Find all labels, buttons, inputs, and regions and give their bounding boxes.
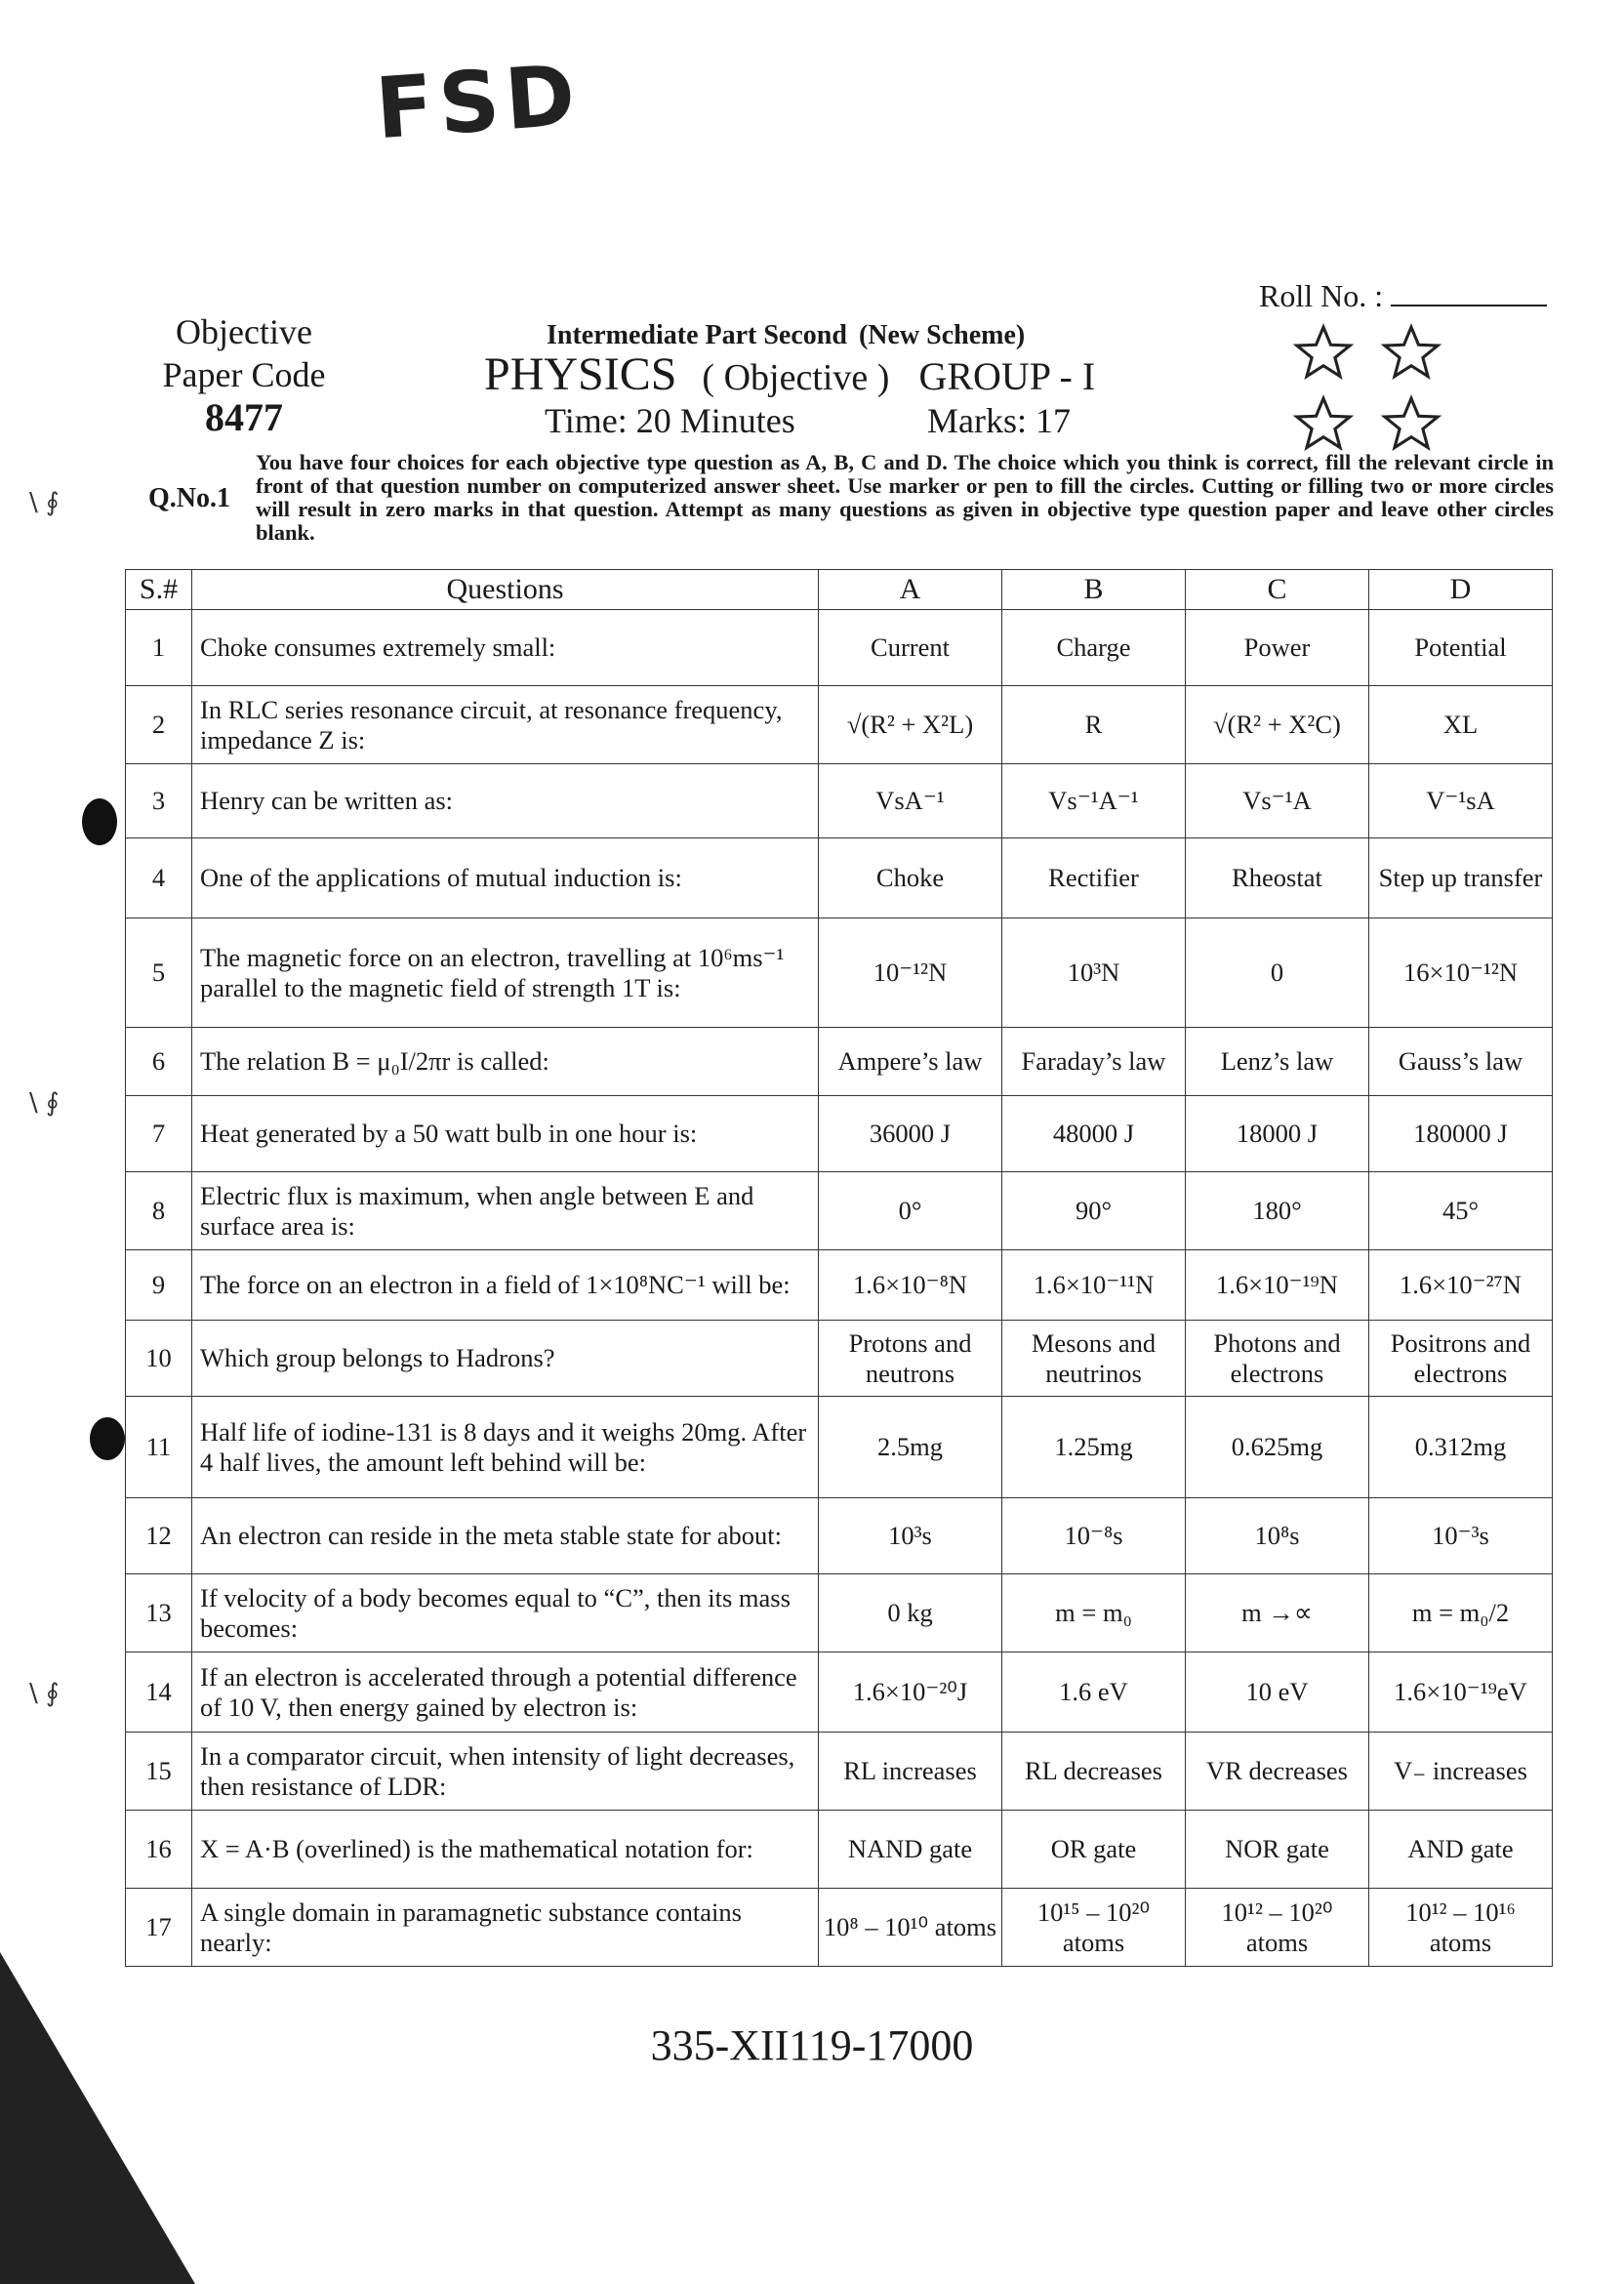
- option-b: m = m₀: [1002, 1574, 1186, 1652]
- row-number: 17: [126, 1889, 192, 1967]
- table-row: [126, 686, 1553, 764]
- option-b: 48000 J: [1002, 1096, 1186, 1172]
- question-text: The magnetic force on an electron, travelling at 10⁶ms⁻¹ parallel to the magnetic field of strength 1T is:: [192, 918, 819, 1028]
- option-a: 36000 J: [819, 1096, 1002, 1172]
- option-a: 10⁸ – 10¹⁰ atoms: [819, 1889, 1002, 1967]
- instructions: You have four choices for each objective type question as A, B, C and D. The choice which you think is correct, fill the relevant circle in front of that question number on computerized answer sheet. Use marker or pen to fill the circles. Cutting or filling two or more circles will result in zero marks in that question. Attempt as many questions as given in objective type question paper and leave other circles blank.: [256, 450, 1554, 545]
- option-a: 0°: [819, 1172, 1002, 1250]
- scheme: (New Scheme): [858, 320, 1026, 350]
- question-text: An electron can reside in the meta stable state for about:: [192, 1498, 819, 1574]
- option-d: XL: [1369, 686, 1553, 764]
- table-row: [126, 1250, 1553, 1321]
- option-a: Current: [819, 610, 1002, 686]
- option-d: Gauss’s law: [1369, 1028, 1553, 1096]
- scan-shadow: [0, 1952, 195, 2284]
- punch-hole: [90, 1417, 125, 1460]
- subject: PHYSICS: [484, 348, 677, 400]
- roll-no: [1259, 278, 1547, 314]
- question-text: If an electron is accelerated through a potential difference of 10 V, then energy gained by electron is:: [192, 1652, 819, 1733]
- option-c: Photons and electrons: [1186, 1321, 1369, 1397]
- option-d: 10¹² – 10¹⁶ atoms: [1369, 1889, 1553, 1967]
- header-questions: Questions: [192, 570, 819, 610]
- row-number: 6: [126, 1028, 192, 1096]
- table-row: [126, 1652, 1553, 1733]
- option-d: V₋ increases: [1369, 1733, 1553, 1811]
- subject-line: [484, 347, 1095, 401]
- row-number: 16: [126, 1811, 192, 1889]
- margin-mark: \ ∮: [29, 1088, 60, 1118]
- option-c: 180°: [1186, 1172, 1369, 1250]
- option-b: 1.25mg: [1002, 1397, 1186, 1498]
- option-d: 1.6×10⁻²⁷N: [1369, 1250, 1553, 1321]
- option-c: √(R² + X²C): [1186, 686, 1369, 764]
- option-d: Positrons and electrons: [1369, 1321, 1553, 1397]
- question-text: If velocity of a body becomes equal to “C”, then its mass becomes:: [192, 1574, 819, 1652]
- option-b: R: [1002, 686, 1186, 764]
- table-row: [126, 1889, 1553, 1967]
- option-c: 10⁸s: [1186, 1498, 1369, 1574]
- row-number: 15: [126, 1733, 192, 1811]
- option-d: 45°: [1369, 1172, 1553, 1250]
- option-c: Vs⁻¹A: [1186, 764, 1369, 838]
- option-d: Potential: [1369, 610, 1553, 686]
- option-b: 10⁻⁸s: [1002, 1498, 1186, 1574]
- row-number: 2: [126, 686, 192, 764]
- questions-table: [125, 569, 1553, 1967]
- option-a: √(R² + X²L): [819, 686, 1002, 764]
- star-icon: [1293, 393, 1354, 454]
- table-row: [126, 1397, 1553, 1498]
- margin-mark: \ ∮: [29, 1679, 60, 1708]
- question-text: X = A·B (overlined) is the mathematical notation for:: [192, 1811, 819, 1889]
- row-number: 11: [126, 1397, 192, 1498]
- option-a: 1.6×10⁻⁸N: [819, 1250, 1002, 1321]
- option-b: OR gate: [1002, 1811, 1186, 1889]
- row-number: 10: [126, 1321, 192, 1397]
- row-number: 3: [126, 764, 192, 838]
- time: Time: 20 Minutes: [545, 401, 795, 440]
- row-number: 9: [126, 1250, 192, 1321]
- option-d: 180000 J: [1369, 1096, 1553, 1172]
- option-b: 10³N: [1002, 918, 1186, 1028]
- option-d: m = m₀/2: [1369, 1574, 1553, 1652]
- star-grid: [1293, 322, 1518, 465]
- option-c: NOR gate: [1186, 1811, 1369, 1889]
- marks: Marks: 17: [927, 401, 1071, 440]
- option-a: 10³s: [819, 1498, 1002, 1574]
- option-c: 0: [1186, 918, 1369, 1028]
- table-row: [126, 1498, 1553, 1574]
- paper-code-label: Paper Code: [162, 355, 326, 394]
- row-number: 1: [126, 610, 192, 686]
- table-row: [126, 1574, 1553, 1652]
- paper-code-block: [127, 310, 361, 439]
- star-icon: [1293, 322, 1354, 383]
- row-number: 7: [126, 1096, 192, 1172]
- punch-hole: [82, 798, 117, 845]
- table-row: [126, 1172, 1553, 1250]
- option-c: Rheostat: [1186, 838, 1369, 918]
- option-b: 1.6×10⁻¹¹N: [1002, 1250, 1186, 1321]
- option-a: 1.6×10⁻²⁰J: [819, 1652, 1002, 1733]
- question-text: Heat generated by a 50 watt bulb in one hour is:: [192, 1096, 819, 1172]
- row-number: 13: [126, 1574, 192, 1652]
- option-c: 18000 J: [1186, 1096, 1369, 1172]
- question-number: Q.No.1: [148, 483, 230, 513]
- option-b: 1.6 eV: [1002, 1652, 1186, 1733]
- table-row: [126, 1028, 1553, 1096]
- option-c: 1.6×10⁻¹⁹N: [1186, 1250, 1369, 1321]
- footer-code: 335-XII119-17000: [650, 2021, 974, 2069]
- question-text: One of the applications of mutual induction is:: [192, 838, 819, 918]
- question-text: Henry can be written as:: [192, 764, 819, 838]
- paper-type: ( Objective ): [702, 357, 890, 398]
- option-b: Rectifier: [1002, 838, 1186, 918]
- question-text: The relation B = μ₀I/2πr is called:: [192, 1028, 819, 1096]
- option-b: Faraday’s law: [1002, 1028, 1186, 1096]
- row-number: 8: [126, 1172, 192, 1250]
- option-d: 1.6×10⁻¹⁹eV: [1369, 1652, 1553, 1733]
- option-d: 10⁻³s: [1369, 1498, 1553, 1574]
- option-d: 0.312mg: [1369, 1397, 1553, 1498]
- option-d: Step up transfer: [1369, 838, 1553, 918]
- option-c: Power: [1186, 610, 1369, 686]
- objective-label: Objective: [176, 312, 312, 351]
- header-b: B: [1002, 570, 1186, 610]
- option-c: 10 eV: [1186, 1652, 1369, 1733]
- roll-no-label: Roll No. :: [1259, 278, 1384, 313]
- option-d: 16×10⁻¹²N: [1369, 918, 1553, 1028]
- table-row: [126, 1321, 1553, 1397]
- option-b: RL decreases: [1002, 1733, 1186, 1811]
- table-row: [126, 1811, 1553, 1889]
- option-c: 0.625mg: [1186, 1397, 1369, 1498]
- option-c: 10¹² – 10²⁰ atoms: [1186, 1889, 1369, 1967]
- option-a: 2.5mg: [819, 1397, 1002, 1498]
- option-a: Protons and neutrons: [819, 1321, 1002, 1397]
- option-c: Lenz’s law: [1186, 1028, 1369, 1096]
- row-number: 12: [126, 1498, 192, 1574]
- roll-no-line: [1391, 305, 1547, 306]
- question-text: Electric flux is maximum, when angle between E and surface area is:: [192, 1172, 819, 1250]
- table-row: [126, 610, 1553, 686]
- option-d: AND gate: [1369, 1811, 1553, 1889]
- star-icon: [1381, 322, 1441, 383]
- paper-code: 8477: [205, 395, 283, 439]
- option-b: Charge: [1002, 610, 1186, 686]
- option-b: 10¹⁵ – 10²⁰ atoms: [1002, 1889, 1186, 1967]
- row-number: 5: [126, 918, 192, 1028]
- row-number: 4: [126, 838, 192, 918]
- option-a: VsA⁻¹: [819, 764, 1002, 838]
- option-b: Vs⁻¹A⁻¹: [1002, 764, 1186, 838]
- question-text: Choke consumes extremely small:: [192, 610, 819, 686]
- table-row: [126, 1096, 1553, 1172]
- question-text: In a comparator circuit, when intensity of light decreases, then resistance of LDR:: [192, 1733, 819, 1811]
- row-number: 14: [126, 1652, 192, 1733]
- header-sn: S.#: [126, 570, 192, 610]
- handwritten-mark: FSD: [372, 46, 585, 159]
- question-text: In RLC series resonance circuit, at resonance frequency, impedance Z is:: [192, 686, 819, 764]
- header-a: A: [819, 570, 1002, 610]
- table-header-row: [126, 570, 1553, 610]
- option-a: 0 kg: [819, 1574, 1002, 1652]
- option-c: VR decreases: [1186, 1733, 1369, 1811]
- star-icon: [1381, 393, 1441, 454]
- option-d: V⁻¹sA: [1369, 764, 1553, 838]
- question-text: Which group belongs to Hadrons?: [192, 1321, 819, 1397]
- margin-mark: \ ∮: [29, 488, 60, 517]
- question-text: The force on an electron in a field of 1×10⁸NC⁻¹ will be:: [192, 1250, 819, 1321]
- header-d: D: [1369, 570, 1553, 610]
- option-a: 10⁻¹²N: [819, 918, 1002, 1028]
- table-row: [126, 838, 1553, 918]
- table-row: [126, 764, 1553, 838]
- option-a: NAND gate: [819, 1811, 1002, 1889]
- header-c: C: [1186, 570, 1369, 610]
- group: GROUP - I: [918, 354, 1096, 398]
- option-a: Choke: [819, 838, 1002, 918]
- question-text: Half life of iodine-131 is 8 days and it weighs 20mg. After 4 half lives, the amount left behind will be:: [192, 1397, 819, 1498]
- exam-title-text: Intermediate Part Second: [547, 320, 847, 350]
- table-row: [126, 1733, 1553, 1811]
- option-c: m →∝: [1186, 1574, 1369, 1652]
- option-a: Ampere’s law: [819, 1028, 1002, 1096]
- option-b: 90°: [1002, 1172, 1186, 1250]
- table-row: [126, 918, 1553, 1028]
- option-a: RL increases: [819, 1733, 1002, 1811]
- option-b: Mesons and neutrinos: [1002, 1321, 1186, 1397]
- question-text: A single domain in paramagnetic substance contains nearly:: [192, 1889, 819, 1967]
